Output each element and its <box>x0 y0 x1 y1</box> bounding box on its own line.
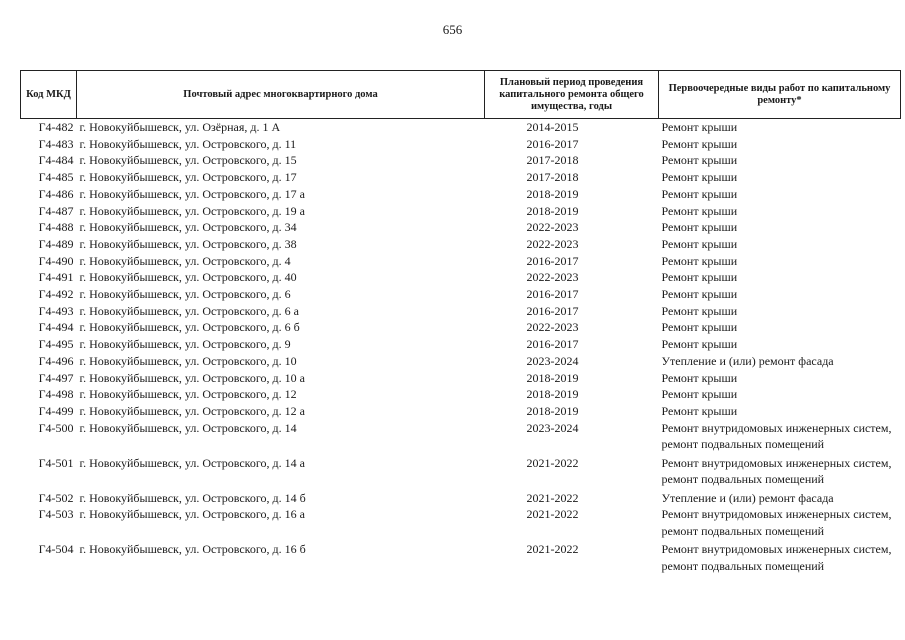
cell-period: 2018-2019 <box>526 370 579 385</box>
cell-works: Ремонт крыши <box>661 387 738 402</box>
cell-works: Ремонт крыши <box>661 220 738 235</box>
cell-works: Ремонт крыши <box>661 403 738 418</box>
cell-address: г. Новокуйбышевск, ул. Островского, д. 14 <box>79 420 297 435</box>
cell-works: Ремонт внутридомовых инженерных систем, ремонт подвальных помещений <box>661 542 892 574</box>
cell-works: Утепление и (или) ремонт фасада <box>661 353 834 368</box>
table-row <box>21 169 901 186</box>
cell-works: Ремонт крыши <box>661 203 738 218</box>
cell-address: г. Новокуйбышевск, ул. Островского, д. 12 <box>79 387 297 402</box>
table-body <box>21 119 901 577</box>
cell-works: Ремонт крыши <box>661 253 738 268</box>
cell-works: Ремонт крыши <box>661 120 738 134</box>
cell-address: г. Новокуйбышевск, ул. Озёрная, д. 1 А <box>79 120 281 134</box>
cell-code: Г4-491 <box>38 270 74 285</box>
page-number: 656 <box>442 22 463 37</box>
cell-period: 2018-2019 <box>526 186 579 201</box>
table-row <box>21 506 901 541</box>
cell-period: 2016-2017 <box>526 136 579 151</box>
cell-code: Г4-482 <box>38 120 74 134</box>
cell-address: г. Новокуйбышевск, ул. Островского, д. 9 <box>79 337 291 352</box>
cell-works: Ремонт крыши <box>661 153 738 168</box>
cell-code: Г4-493 <box>38 303 74 318</box>
cell-code: Г4-484 <box>38 153 74 168</box>
cell-address: г. Новокуйбышевск, ул. Островского, д. 17 а <box>79 186 305 201</box>
cell-period: 2022-2023 <box>526 220 579 235</box>
cell-works: Ремонт крыши <box>661 320 738 335</box>
cell-works: Ремонт крыши <box>661 287 738 302</box>
cell-period: 2018-2019 <box>526 387 579 402</box>
cell-code: Г4-485 <box>38 170 74 185</box>
cell-address: г. Новокуйбышевск, ул. Островского, д. 16 а <box>79 507 305 522</box>
cell-period: 2021-2022 <box>526 507 579 522</box>
cell-code: Г4-488 <box>38 220 74 235</box>
cell-address: г. Новокуйбышевск, ул. Островского, д. 19 а <box>79 203 305 218</box>
cell-address: г. Новокуйбышевск, ул. Островского, д. 15 <box>79 153 297 168</box>
cell-period: 2014-2015 <box>526 120 579 134</box>
cell-period: 2023-2024 <box>526 353 579 368</box>
table-row <box>21 219 901 236</box>
header-period: Плановый период проведения капитального ремонта общего имущества, годы <box>485 71 659 119</box>
cell-period: 2016-2017 <box>526 303 579 318</box>
cell-code: Г4-494 <box>38 320 74 335</box>
table-row <box>21 269 901 286</box>
table-row <box>21 319 901 336</box>
cell-address: г. Новокуйбышевск, ул. Островского, д. 40 <box>79 270 297 285</box>
cell-address: г. Новокуйбышевск, ул. Островского, д. 38 <box>79 236 297 251</box>
cell-code: Г4-497 <box>38 370 74 385</box>
cell-works: Ремонт внутридомовых инженерных систем, ремонт подвальных помещений <box>661 420 892 452</box>
cell-period: 2022-2023 <box>526 270 579 285</box>
cell-period: 2021-2022 <box>526 490 579 505</box>
cell-works: Ремонт крыши <box>661 236 738 251</box>
table-row <box>21 186 901 203</box>
table-row <box>21 403 901 420</box>
cell-code: Г4-489 <box>38 236 74 251</box>
cell-period: 2022-2023 <box>526 320 579 335</box>
header-works: Первоочередные виды работ по капитальному ремонту* <box>659 71 901 119</box>
cell-period: 2023-2024 <box>526 420 579 435</box>
table-row <box>21 420 901 455</box>
cell-code: Г4-503 <box>38 507 74 522</box>
table-row <box>21 386 901 403</box>
cell-period: 2021-2022 <box>526 455 579 470</box>
table-row <box>21 336 901 353</box>
table-row <box>21 286 901 303</box>
cell-code: Г4-487 <box>38 203 74 218</box>
cell-address: г. Новокуйбышевск, ул. Островского, д. 14 б <box>79 490 306 505</box>
table-row <box>21 541 901 576</box>
cell-period: 2018-2019 <box>526 203 579 218</box>
cell-works: Ремонт крыши <box>661 337 738 352</box>
table-row <box>21 353 901 370</box>
cell-period: 2017-2018 <box>526 153 579 168</box>
cell-period: 2022-2023 <box>526 236 579 251</box>
cell-code: Г4-490 <box>38 253 74 268</box>
cell-period: 2021-2022 <box>526 542 579 557</box>
table-row <box>21 119 901 136</box>
cell-code: Г4-492 <box>38 287 74 302</box>
table-row <box>21 455 901 490</box>
cell-works: Ремонт крыши <box>661 170 738 185</box>
cell-address: г. Новокуйбышевск, ул. Островского, д. 16 б <box>79 542 306 557</box>
cell-code: Г4-502 <box>38 490 74 505</box>
cell-address: г. Новокуйбышевск, ул. Островского, д. 6 б <box>79 320 300 335</box>
cell-code: Г4-498 <box>38 387 74 402</box>
cell-address: г. Новокуйбышевск, ул. Островского, д. 17 <box>79 170 297 185</box>
table-row <box>21 152 901 169</box>
cell-works: Ремонт крыши <box>661 270 738 285</box>
cell-works: Ремонт крыши <box>661 186 738 201</box>
cell-works: Ремонт крыши <box>661 303 738 318</box>
table-header <box>21 71 901 119</box>
header-address: Почтовый адрес многоквартирного дома <box>77 71 485 119</box>
cell-code: Г4-501 <box>38 455 74 470</box>
cell-works: Ремонт крыши <box>661 136 738 151</box>
table-row <box>21 303 901 320</box>
header-row <box>21 71 901 119</box>
table-row <box>21 490 901 507</box>
cell-code: Г4-483 <box>38 136 74 151</box>
cell-period: 2018-2019 <box>526 403 579 418</box>
cell-address: г. Новокуйбышевск, ул. Островского, д. 11 <box>79 136 297 151</box>
cell-code: Г4-496 <box>38 353 74 368</box>
table-row <box>21 370 901 387</box>
cell-address: г. Новокуйбышевск, ул. Островского, д. 4 <box>79 253 291 268</box>
table-row <box>21 253 901 270</box>
cell-period: 2016-2017 <box>526 337 579 352</box>
cell-period: 2017-2018 <box>526 170 579 185</box>
cell-works: Ремонт внутридомовых инженерных систем, ремонт подвальных помещений <box>661 455 892 487</box>
cell-works: Утепление и (или) ремонт фасада <box>661 490 834 505</box>
cell-code: Г4-499 <box>38 403 74 418</box>
cell-code: Г4-500 <box>38 420 74 435</box>
table-row <box>21 203 901 220</box>
cell-address: г. Новокуйбышевск, ул. Островского, д. 14 а <box>79 455 305 470</box>
cell-works: Ремонт крыши <box>661 370 738 385</box>
cell-address: г. Новокуйбышевск, ул. Островского, д. 10 <box>79 353 297 368</box>
header-code: Код МКД <box>21 71 77 119</box>
cell-address: г. Новокуйбышевск, ул. Островского, д. 6 а <box>79 303 299 318</box>
cell-period: 2016-2017 <box>526 287 579 302</box>
cell-code: Г4-495 <box>38 337 74 352</box>
table-row <box>21 236 901 253</box>
table-row <box>21 136 901 153</box>
cell-code: Г4-504 <box>38 542 74 557</box>
housing-repair-table <box>20 70 901 576</box>
cell-address: г. Новокуйбышевск, ул. Островского, д. 34 <box>79 220 297 235</box>
cell-address: г. Новокуйбышевск, ул. Островского, д. 6 <box>79 287 291 302</box>
cell-works: Ремонт внутридомовых инженерных систем, ремонт подвальных помещений <box>661 507 892 539</box>
cell-period: 2016-2017 <box>526 253 579 268</box>
cell-address: г. Новокуйбышевск, ул. Островского, д. 12 а <box>79 403 305 418</box>
cell-code: Г4-486 <box>38 186 74 201</box>
cell-address: г. Новокуйбышевск, ул. Островского, д. 10 а <box>79 370 305 385</box>
